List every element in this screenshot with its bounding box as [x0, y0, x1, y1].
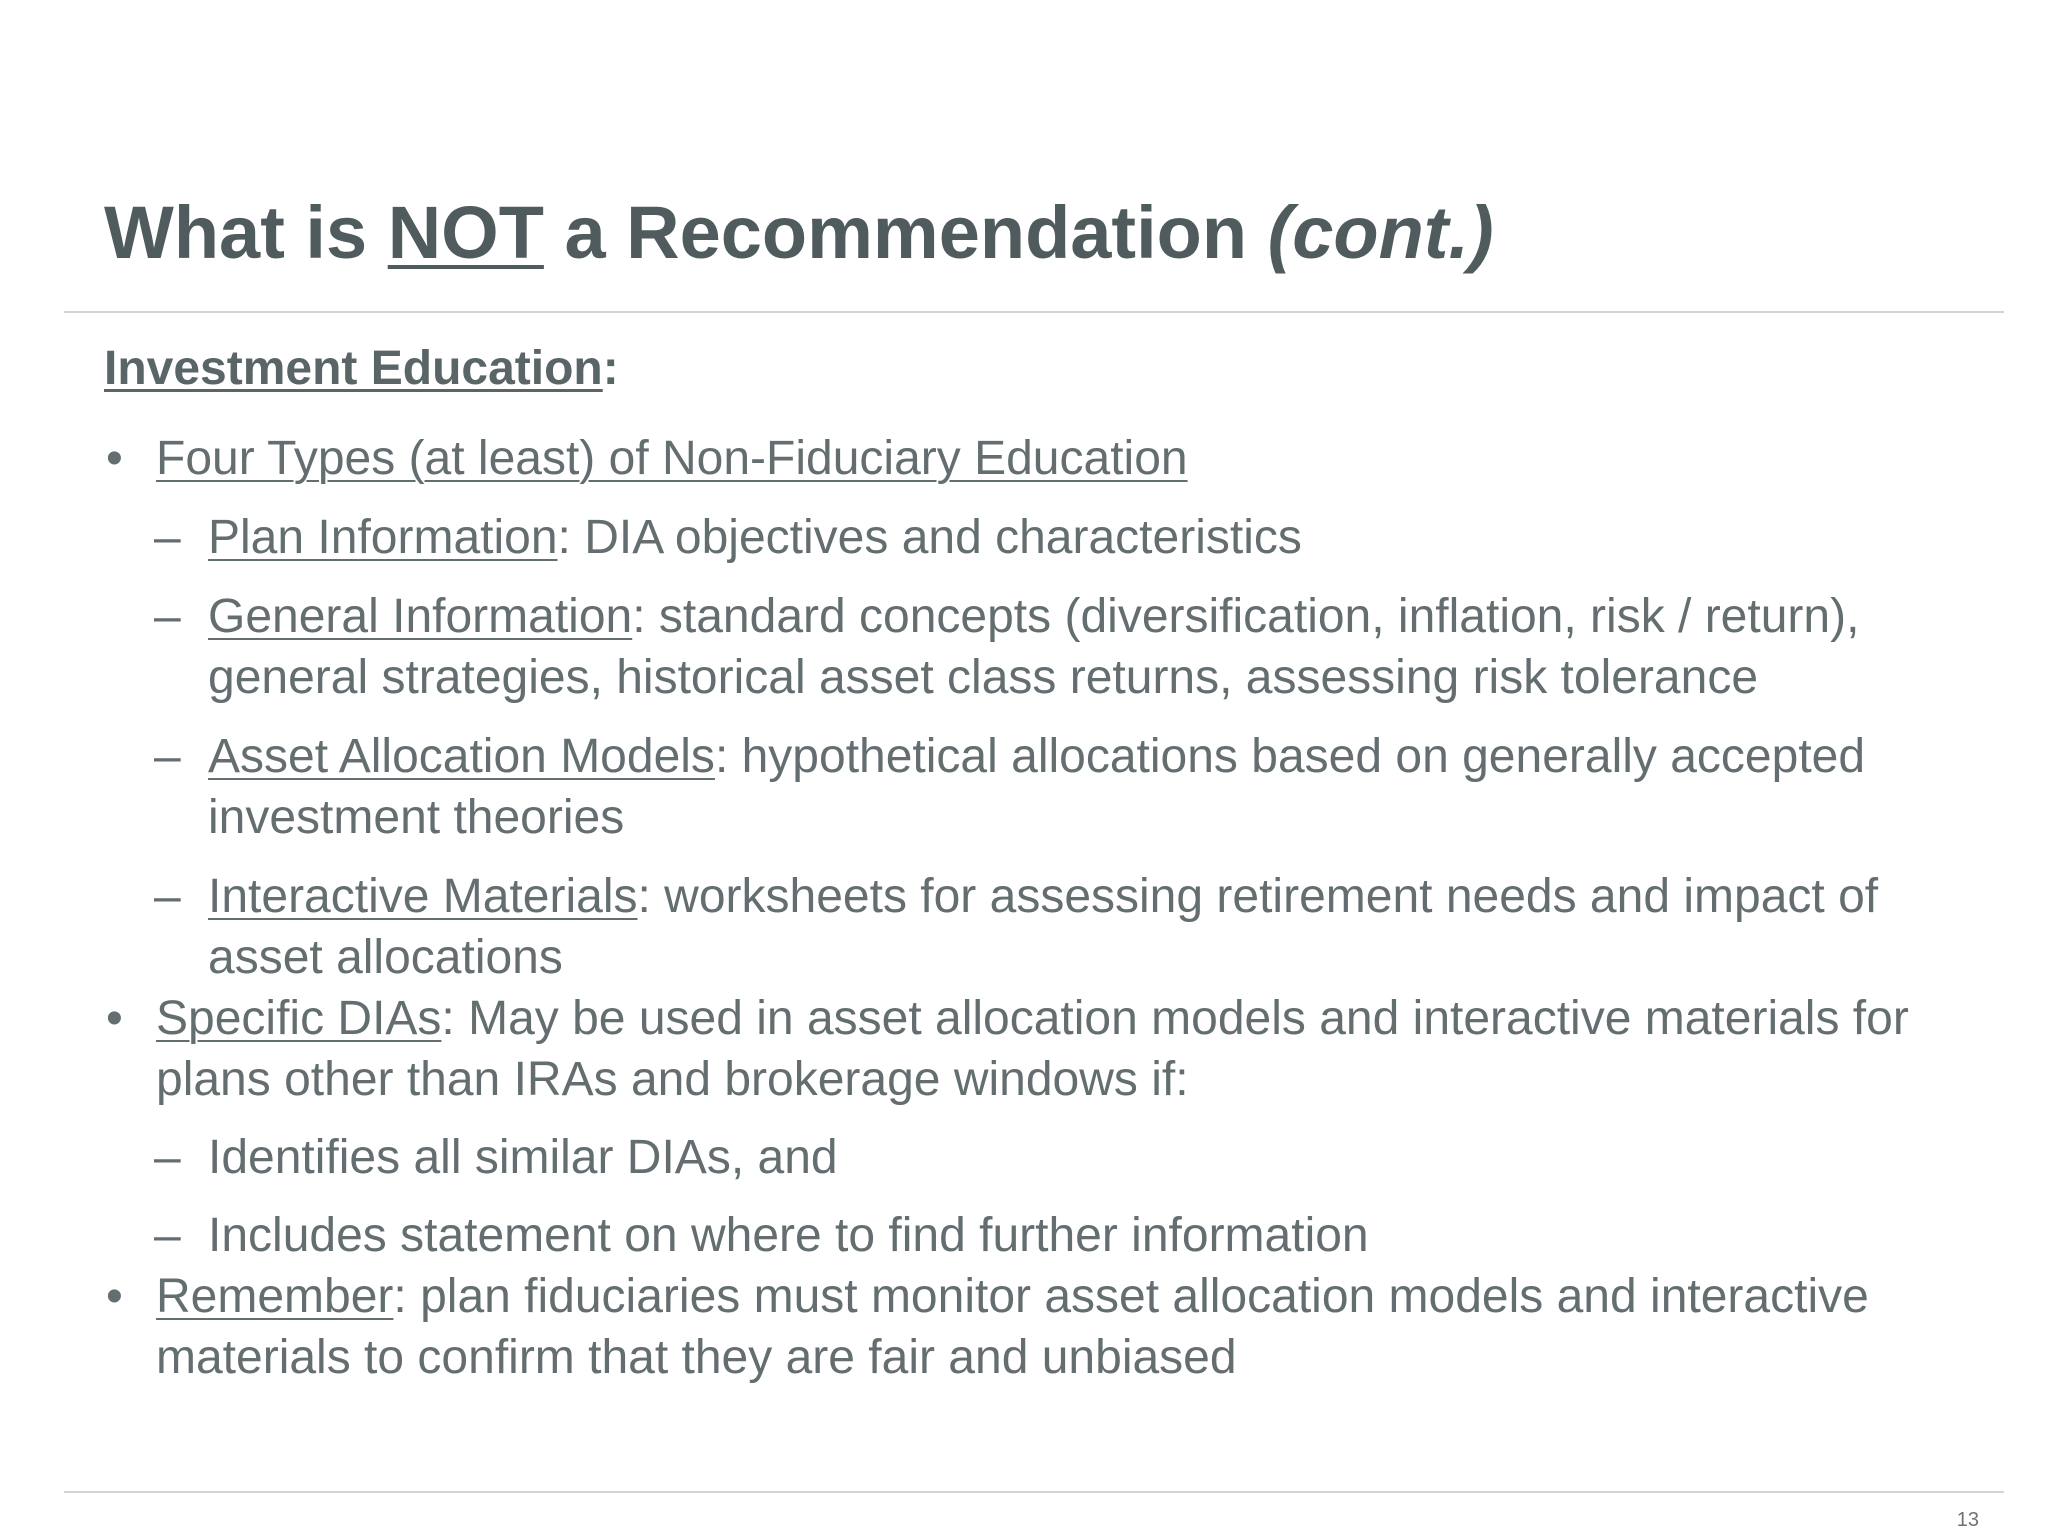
title-prefix: What is — [104, 191, 388, 274]
dash-marker: – — [154, 870, 181, 923]
dash-marker: – — [154, 1131, 181, 1184]
item-text: : plan fiduciaries must monitor asset allocation models and interactive materials to confirm that they are fair and unbiased — [156, 1270, 1869, 1384]
list-item — [104, 866, 1984, 988]
item-label: Asset Allocation Models — [208, 730, 715, 783]
list-item — [104, 428, 1984, 489]
item-text: : DIA objectives and characteristics — [557, 511, 1302, 564]
page-number: 13 — [1956, 1509, 1979, 1531]
list-item — [104, 1205, 1984, 1266]
item-label: Specific DIAs — [156, 992, 442, 1045]
item-text: Includes statement on where to find further information — [208, 1209, 1369, 1262]
item-text: : standard concepts (diversification, inflation, risk / return), general strategies, historical asset class returns, assessing risk tolerance — [208, 590, 1860, 704]
item-text: Identifies all similar DIAs, and — [208, 1131, 838, 1184]
item-label: Interactive Materials — [208, 870, 638, 923]
list-item — [104, 586, 1984, 708]
item-text: : hypothetical allocations based on generally accepted investment theories — [208, 730, 1866, 844]
item-label: General Information — [208, 590, 633, 643]
slide-title — [104, 191, 1494, 274]
item-label: Plan Information — [208, 511, 558, 564]
title-emphasis: NOT — [387, 191, 544, 274]
dash-marker: – — [154, 590, 181, 643]
section-heading-colon: : — [602, 342, 619, 395]
list-item — [104, 1127, 1984, 1188]
item-text: : May be used in asset allocation models and interactive materials for plans other than IRAs and brokerage windows if: — [156, 992, 1909, 1106]
bullet-marker: • — [106, 992, 123, 1045]
bullet-marker: • — [106, 1270, 123, 1323]
item-text: : worksheets for assessing retirement needs and impact of asset allocations — [208, 870, 1879, 984]
list-item — [104, 988, 1984, 1110]
footer-divider — [64, 1491, 2004, 1493]
list-item — [104, 1266, 1984, 1388]
title-divider — [64, 311, 2004, 313]
bullet-list — [104, 428, 1984, 1388]
bullet-marker: • — [106, 432, 123, 485]
dash-marker: – — [154, 1209, 181, 1262]
item-label: Remember — [156, 1270, 394, 1323]
section-heading — [104, 340, 619, 398]
item-label: Four Types (at least) of Non-Fiduciary Education — [156, 432, 1188, 485]
list-item — [104, 726, 1984, 848]
dash-marker: – — [154, 511, 181, 564]
dash-marker: – — [154, 730, 181, 783]
section-heading-label: Investment Education — [104, 342, 603, 395]
title-middle: a Recommendation — [543, 191, 1268, 274]
title-suffix: (cont.) — [1267, 191, 1494, 274]
list-item — [104, 507, 1984, 568]
